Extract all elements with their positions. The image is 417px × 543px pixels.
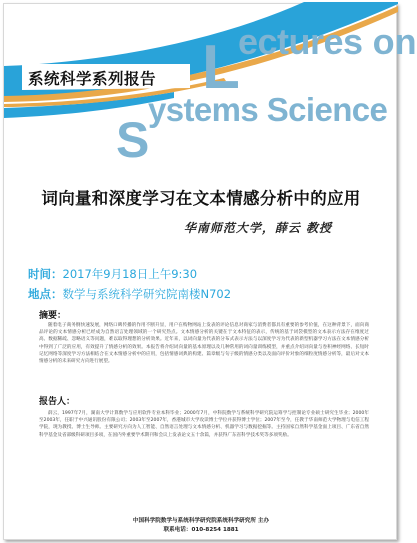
brand-lectures-on: [238, 20, 417, 64]
abstract-text: 随着电子商务倒快速发展，网络口碑传播的作用不断升显，用户在购物网站上发表的评论信息对商家与消费者都具有重要的参考价值，在这种背景下，面向商品评论的文本情感分析已经成为自然语言处理领域的一个研究热点。文本情感分析的关键在于文本特征的表示，传统的基于词袋模型的文本表示方法存在维度过高、数据稀疏、忽略语义等问题，难以取得理想的分析效果。近年来，以词向量为代表的分布式表示方法与以深度学习为代表的新型机器学习方法在文本情感分析中得到了广泛的应用，有效提升了情感分析的效果。本报告将介绍词向量的基本原理以及几种常用的词向量训练模型，并重点介绍词向量与卷积神经网络、长短时记忆网络等深度学习方法相结合在文本情感分析中的应用，包括情感词典的构建、篇章级与句子级的情感分类以及面向评价对象的细粒度情感分析等，最后对文本情感分析的未来研究方向进行展望。: [39, 323, 369, 365]
series-label: 系统科学系列报告: [28, 69, 157, 88]
bio-title: 报告人：: [39, 397, 76, 407]
talk-title: 词向量和深度学习在文本情感分析中的应用: [41, 189, 361, 208]
brand-initial-l: L: [202, 33, 240, 102]
brand-initial-s: S: [116, 112, 150, 168]
header: [4, 4, 417, 176]
time-value: 2017年9月18日上午9:30: [62, 267, 198, 281]
place-value: 数学与系统科学研究院南楼N702: [62, 287, 232, 301]
footer-contact: 联系电话：010-8254 1881: [163, 527, 239, 533]
abstract-title: 摘要：: [39, 311, 67, 321]
time-label: 时间：: [28, 267, 63, 281]
footer-organizer: 中国科学院数学与系统科学研究院系统科学研究所 主办: [132, 518, 270, 524]
brand-systems-science: ystems Science: [148, 91, 388, 128]
bio-text: 薛云，1997年7月，湖南大学计算数学与应用软件专业本科毕业；2000年7月，中科院数学与系统科学研究院运筹学与控制论专业硕士研究生毕业；2000年至2003年，任职于中兴通讯股份有限公司；2003年至2007年，香港城市大学攻读博士学位并获得博士学位；2007年至今，任教于华南师范大学物理与电信工程学院，现为教授、博士生导师。主要研究方向为人工智能、自然语言处理与文本情感分析、机器学习与数据挖掘等。主持国家自然科学基金面上项目、广东省自然科学基金及省部级科研项目多项，在国内外重要学术期刊和会议上发表论文五十余篇，并获得广东省科学技术奖等多项奖励。: [39, 411, 369, 438]
info-time: [28, 265, 388, 283]
brand-on: on: [362, 21, 417, 62]
brand-ectures: ectures: [238, 21, 363, 62]
speaker: 华南师范大学，薛云 教授: [183, 221, 332, 235]
place-label: 地点：: [28, 287, 63, 301]
poster: [3, 3, 417, 540]
info-place: [28, 285, 388, 303]
